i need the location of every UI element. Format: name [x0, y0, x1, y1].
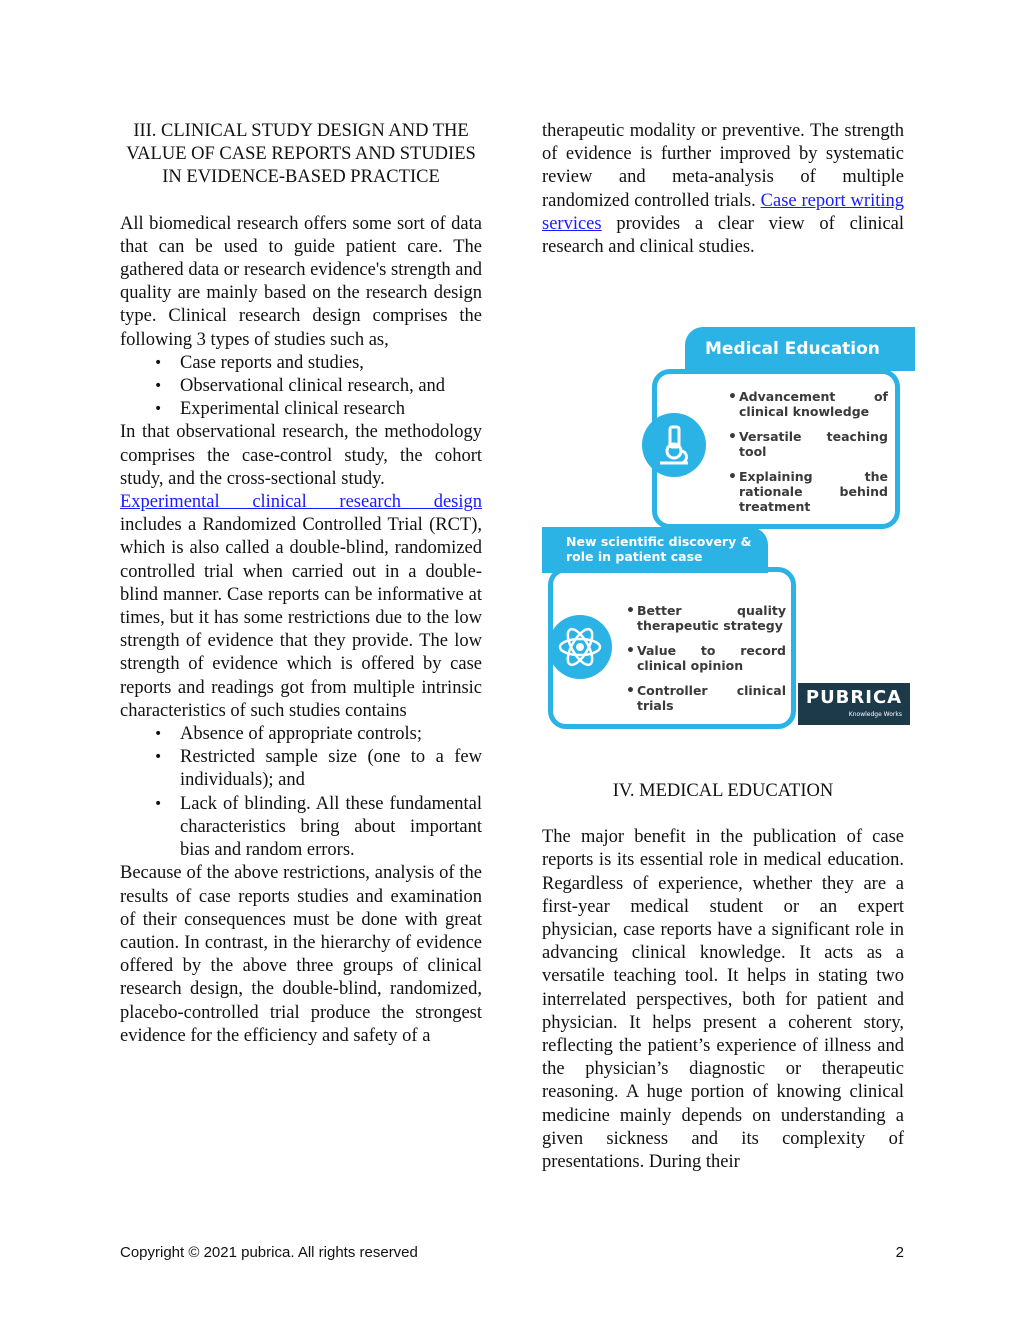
- study-types-list: [120, 352, 482, 422]
- medical-education-paragraph: The major benefit in the publication of case reports is its essential role in medical education. Regardless of experience, whether they are a first-year medical student or an expert physician, case reports have a significant role in advancing clinical knowledge. It acts as a versatile teaching tool. It helps in stating two interrelated perspectives, both for patient and physician. It helps present a coherent story, reflecting the patient’s experience of illness and the physician’s diagnostic or therapeutic reasoning. A huge portion of knowing clinical medicine mainly depends on understanding a given sickness and its complexity of presentations. During their: [542, 827, 904, 1173]
- observational-paragraph: In that observational research, the methodology comprises the case-control study, the cohort study, and the cross-sectional study.: [120, 422, 482, 489]
- conclusion-paragraph: Because of the above restrictions, analysis of the results of case reports studies and examination of their consequences must be done with great caution. In contrast, in the hierarchy of evidence offered by the above three groups of clinical research design, the double-blind, randomized, placebo-controlled trial produce the strongest evidence for the efficiency and safety of a: [120, 863, 482, 1046]
- list-item: • Restricted sample size (one to a few individuals); and: [180, 746, 482, 792]
- figure-list-item: • Advancement of clinical knowledge: [728, 389, 888, 419]
- figure-list-item: • Value to record clinical opinion: [626, 643, 786, 673]
- top-panel-list: [728, 389, 888, 524]
- medical-education-figure: [542, 327, 915, 727]
- list-item: • Case reports and studies,: [180, 352, 482, 375]
- list-item: • Experimental clinical research: [180, 398, 482, 421]
- figure-list-item: • Controller clinical trials: [626, 683, 786, 713]
- continuation-end-text: provides a clear view of clinical research and clinical studies.: [542, 213, 905, 258]
- pubrica-logo: [798, 683, 910, 725]
- experimental-text: includes a Randomized Controlled Trial (RCT), which is also called a double-blind, randomized controlled trial when carried out in a double-blind manner. Case reports can be informative at times, but it has some restrictions due to the low strength of evidence that they provide. The low strength of evidence which is offered by case reports and readings got from multiple intrinsic characteristics of such studies contains: [120, 515, 482, 721]
- experimental-design-link[interactable]: Experimental clinical research design: [120, 492, 482, 513]
- scientific-discovery-tag: New scientific discovery & role in patient case: [542, 527, 768, 573]
- page-number: 2: [895, 1244, 904, 1261]
- atom-icon: [548, 615, 612, 679]
- case-report-services-link[interactable]: Case report writing services: [542, 190, 905, 234]
- continuation-text: therapeutic modality or preventive. The strength of evidence is further improved by systematic review and meta-analysis of multiple randomized controlled trials.: [542, 121, 904, 211]
- figure-list-item: • Explaining the rationale behind treatment: [728, 469, 888, 514]
- intro-paragraph: All biomedical research offers some sort of data that can be used to guide patient care. The gathered data or research evidence's strength and quality are mainly based on the research design type. Clinical research design comprises the following 3 types of studies such as,: [120, 213, 482, 350]
- list-item: • Observational clinical research, and: [180, 375, 482, 398]
- list-item: • Absence of appropriate controls;: [180, 723, 482, 746]
- medical-education-section: [542, 780, 904, 1174]
- page-footer: [120, 1244, 904, 1264]
- limitations-list: [120, 723, 482, 862]
- copyright-text: Copyright © 2021 pubrica. All rights reserved: [120, 1244, 418, 1261]
- section-heading-clinical-study-design: III. CLINICAL STUDY DESIGN AND THE VALUE OF CASE REPORTS AND STUDIES IN EVIDENCE-BASED PRACTICE: [126, 121, 476, 188]
- logo-subtext: Knowledge Works: [848, 711, 902, 718]
- bottom-panel-list: [626, 603, 786, 723]
- right-column: [542, 120, 904, 259]
- list-item: • Lack of blinding. All these fundamental characteristics bring about important bias and random errors.: [180, 793, 482, 863]
- continuation-paragraph: [542, 120, 904, 259]
- logo-text: PUBRICA: [805, 687, 903, 708]
- section-heading-medical-education: IV. MEDICAL EDUCATION: [612, 781, 834, 801]
- figure-list-item: • Better quality therapeutic strategy: [626, 603, 786, 633]
- figure-list-item: • Versatile teaching tool: [728, 429, 888, 459]
- microscope-icon: [642, 413, 706, 477]
- medical-education-tag: Medical Education: [685, 327, 915, 371]
- experimental-paragraph: [120, 491, 482, 723]
- left-column: [120, 120, 482, 1048]
